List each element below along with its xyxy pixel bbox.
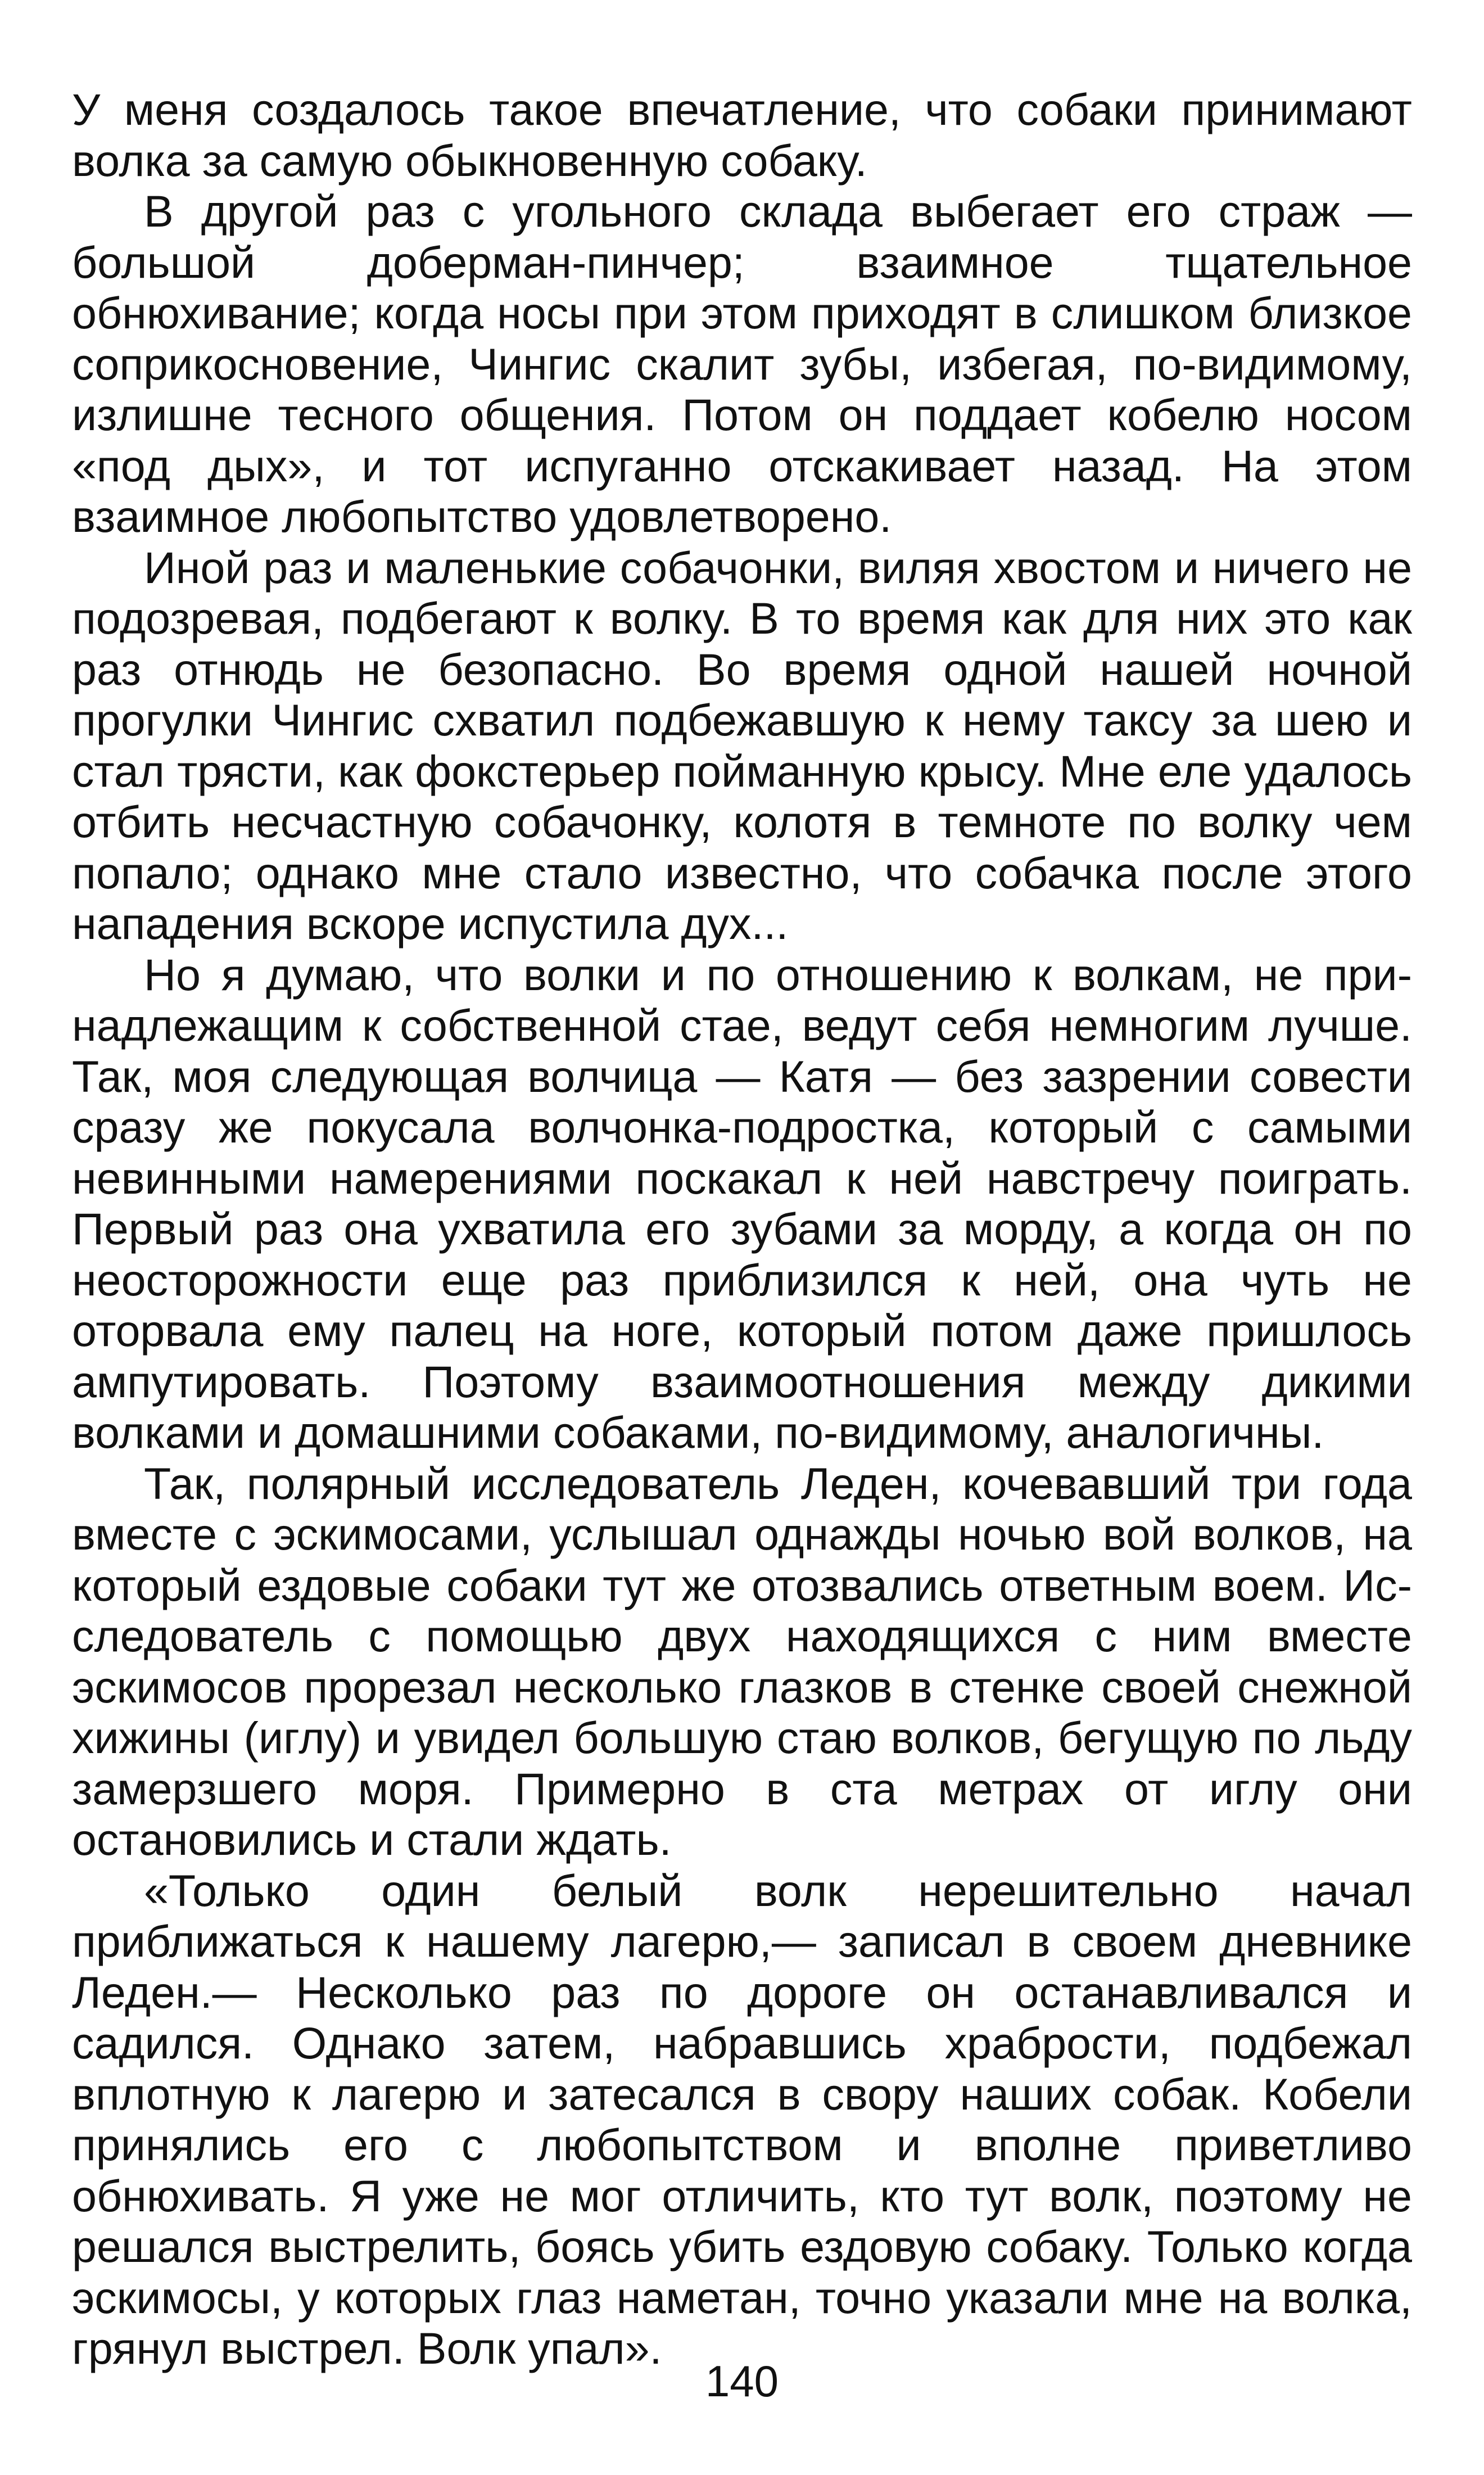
- page-text: [72, 84, 1412, 2374]
- paragraph-1: У меня создалось такое впечатление, что собаки принимают волка за самую обыкновенную собаку.: [72, 84, 1412, 186]
- paragraph-4: Но я думаю, что волки и по отношению к волкам, не принадлежащим к собственной стае, ведут себя немногим лучше. Так, моя следующая волчица — Катя — без зазрении совести сразу же покусала волчонка-подростка, который с самыми невинными намерениями поскакал к ней навстречу поиграть. Первый раз она ухватила его зубами за морду, а когда он по неосторожности еще раз приблизился к ней, она чуть не оторвала ему палец на ноге, который потом даже пришлось ампутировать. Поэтому взаимоотношения между дикими волками и домашними собаками, по-видимому, аналогичны.: [72, 949, 1412, 1457]
- paragraph-2: В другой раз с угольного склада выбегает его страж — большой доберман-пинчер; взаимное тщательное обнюхивание; когда носы при этом приходят в слишком близкое соприкосновение, Чингис скалит зубы, избегая, по-видимому, излишне тесного общения. Потом он поддает кобелю носом «под дых», и тот испуганно отскакивает назад. На этом взаимное любопытство удовлетворено.: [72, 186, 1412, 541]
- paragraph-5: Так, полярный исследователь Леден, кочевавший три года вместе с эскимосами, услышал однажды ночью вой волков, на который ездовые собаки тут же отозвались ответным воем. Исследователь с помощью двух находящихся с ним вместе эскимосов прорезал несколько глазков в стенке своей снежной хижины (иглу) и увидел большую стаю волков, бегущую по льду замерзшего моря. Примерно в ста метрах от иглу они остановились и стали ждать.: [72, 1458, 1412, 1864]
- page-number: 140: [705, 2356, 779, 2406]
- book-page: [72, 84, 1412, 2435]
- paragraph-6: «Только один белый волк нерешительно начал приближаться к нашему лагерю,— записал в своем дневнике Леден.— Несколько раз по дороге он останавливался и садился. Однако затем, набравшись храбрости, подбежал вплотную к лагерю и затесался в свору наших собак. Кобели принялись его с любопытством и вполне приветливо обнюхивать. Я уже не мог отличить, кто тут волк, поэтому не решался выстрелить, боясь убить ездовую собаку. Только когда эскимосы, у которых глаз наметан, точно указали мне на волка, грянул выстрел. Волк упал».: [72, 1865, 1412, 2373]
- paragraph-3: Иной раз и маленькие собачонки, виляя хвостом и ничего не подозревая, подбегают к волку. В то время как для них это как раз отнюдь не безопасно. Во время одной нашей ночной прогулки Чингис схватил подбежавшую к нему таксу за шею и стал трясти, как фокстерьер пойманную крысу. Мне еле удалось отбить несчастную собачонку, колотя в темноте по волку чем попало; однако мне стало известно, что собачка после этого нападения вскоре испустила дух...: [72, 542, 1412, 949]
